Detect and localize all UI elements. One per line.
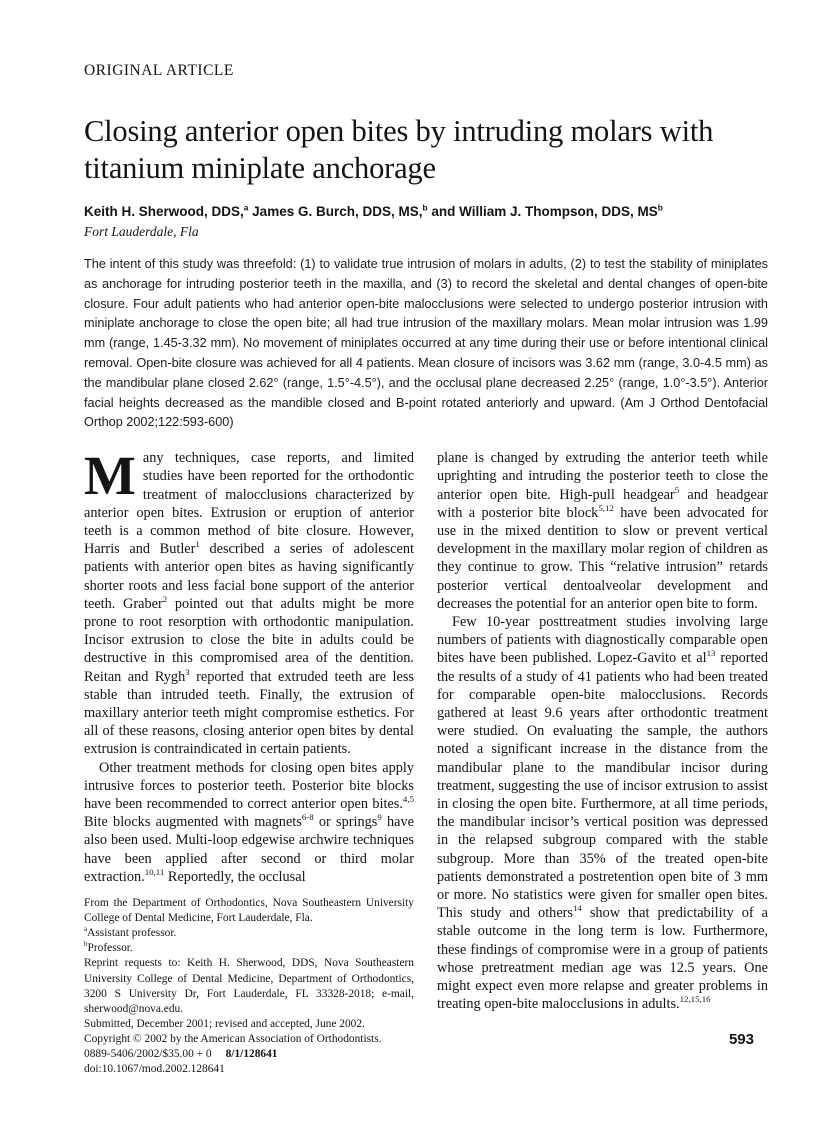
article-type-label: ORIGINAL ARTICLE bbox=[84, 62, 234, 79]
right-column bbox=[437, 449, 768, 1077]
footnote-copyright: Copyright © 2002 by the American Association of Orthodontists. bbox=[84, 1032, 382, 1045]
article-title: Closing anterior open bites by intruding molars with titanium miniplate anchorage bbox=[84, 114, 714, 185]
footnote-author-a: $^a$Assistant professor. bbox=[84, 925, 177, 940]
article-authors: Keith H. Sherwood, DDS,$^a$ James G. Burch, DDS, MS,$^b$ and William J. Thompson, DDS, $MS^b$ bbox=[84, 202, 663, 219]
footnote-doi: doi:10.1067/mod.2002.128641 bbox=[84, 1063, 225, 1076]
footnote-reprint-requests: Reprint requests to: Keith H. Sherwood, DDS, Nova Southeastern University College of Dental Medicine, Department of Orthodontics, 3200 S University Dr, Fort Lauderdale, FL 33328-2018; e-mail, sherwood@nova.edu. bbox=[84, 957, 414, 1015]
drop-cap: M bbox=[84, 445, 136, 507]
publication-id: 8/1/128641 bbox=[225, 1047, 278, 1060]
price-code: 0889-5406/2002/$35.00 + 0 bbox=[84, 1047, 212, 1060]
body-paragraph-2: Other treatment methods for closing open bites apply intrusive forces to posterior teeth. Posterior bite blocks have been recommended to correct anterior open bites.$^{4,5}$ Bite blocks augmented with magnets$^{6-8}$ or springs$^9$ have also been used. Multi-loop edgewise archwire techniques have been applied after second or third molar extraction.$^{10,11}$ Reportedly, the occlusal bbox=[84, 759, 414, 885]
body-paragraph-4: Few 10-year posttreatment studies involving large numbers of patients with diagnostically comparable open bites have been published. Lopez-Gavito et $al^{13}$ reported the results of a study of 41 patients who had been treated for comparable open-bite malocclusions. Records gathered at least 9.6 years after orthodontic treatment were studied. On evaluating the sample, the authors noted a significant increase in the distance from the mandibular plane to the mandibular incisor during treatment, suggesting the use of incisor extrusion to assist in closing the open bite. Furthermore, at all time periods, the mandibular incisor’s vertical position was depressed in the relapsed subgroup compared with the stable subgroup. More than 35% of the treated open-bite patients demonstrated a postretention open bite of 3 mm or more. No statistics were given for smaller open bites. This study and others$^{14}$ show that predictability of a stable outcome in the long term is low. Furthermore, these findings of compromise were in a group of patients whose pretreatment median age was 12.5 years. One might expect even more relapse and greater problems in treating open-bite malocclusions in adults.$^{12,15,16}$ bbox=[437, 614, 768, 1013]
abstract-text: The intent of this study was threefold: (1) to validate true intrusion of molars in adults, (2) to test the stability of miniplates as anchorage for intruding posterior teeth in the maxilla, and (3) to record the skeletal and dental changes of open-bite closure. Four adult patients who had anterior open-bite malocclusions were selected to undergo posterior intrusion with miniplate anchorage to close the open bite; all had true intrusion of the maxillary molars. Mean molar intrusion was 1.99 mm (range, 1.45-3.32 mm). No movement of miniplates occurred at any time during their use or before intentional clinical removal. Open-bite closure was achieved for all 4 patients. Mean closure of incisors was 3.62 mm (range, 3.0-4.5 mm) as the mandibular plane closed 2.62° (range, 1.5°-4.5°), and the occlusal plane decreased 2.25° (range, 1.0°-3.5°). Anterior facial heights decreased as the mandible closed and B-point rotated anteriorly and upward. (Am J Orthod Dentofacial Orthop 2002;122:593-600) bbox=[84, 257, 768, 430]
left-column bbox=[84, 445, 415, 1077]
body-paragraph-1 bbox=[84, 445, 415, 758]
body-paragraph-3: plane is changed by extruding the anterior teeth while uprighting and intruding the posterior teeth to close the anterior open bite. High-pull headgear$^5$ and headgear with a posterior bite block$^{5,12}$ have been advocated for use in the mixed dentition to slow or prevent vertical development in the maxillary molar region of children as they continue to grow. This “relative intrusion” retards posterior vertical dentoalveolar development and decreases the potential for an anterior open bite to form. bbox=[437, 450, 768, 612]
article-affiliation: Fort Lauderdale, Fla bbox=[84, 224, 199, 239]
body-paragraph-1-text: any techniques, case reports, and limited studies have been reported for the orthodontic treatment of malocclusions characterized by anterior open bites. Extrusion or eruption of anterior teeth is a common method of bite closure. However, Harris and Butler$^1$ described a series of adolescent patients with anterior open bites as having significantly shorter roots and less facial bone support of the anterior teeth. Graber$^2$ pointed out that adults might be more prone to root resorption with orthodontic manipulation. Incisor extrusion to close the bite in adults could be destructive in this compromised area of the dentition. Reitan and Rygh$^3$ reported that extruded teeth are less stable than intruded teeth. Finally, the extrusion of maxillary anterior teeth might compromise esthetics. For all of these reasons, closing anterior open bites by dental extrusion is contraindicated in certain patients. bbox=[84, 450, 415, 758]
footnote-author-b: $^b$Professor. bbox=[84, 940, 133, 955]
footnote-affiliation: From the Department of Orthodontics, Nova Southeastern University College of Dental Medicine, Fort Lauderdale, Fla. bbox=[84, 897, 414, 925]
page-number: 593 bbox=[728, 1031, 754, 1048]
two-column-body bbox=[84, 445, 768, 1077]
footnote-submission-dates: Submitted, December 2001; revised and accepted, June 2002. bbox=[84, 1017, 365, 1030]
footnote-block bbox=[84, 896, 414, 1077]
footnote-price-line bbox=[84, 1047, 414, 1062]
page-content bbox=[84, 0, 768, 1077]
